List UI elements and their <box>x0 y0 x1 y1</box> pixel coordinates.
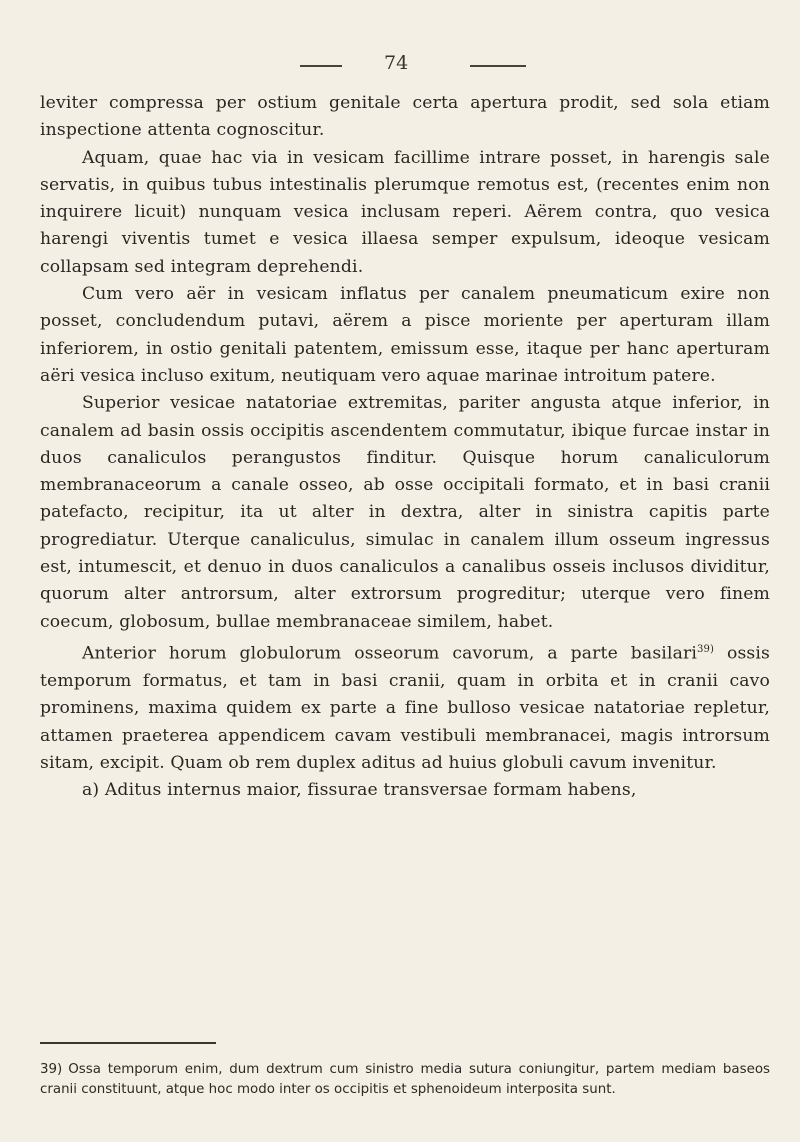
footnote-mark: 39) <box>40 1062 63 1077</box>
header-rule-right <box>470 65 526 67</box>
footnote <box>40 1060 770 1099</box>
paragraph-6: a) Aditus internus maior, fissurae transversae formam habens, <box>82 780 637 801</box>
paragraph-5-rest: ossis temporum formatus, et tam in basi cranii, quam in orbita et in cranii cavo prominens, maxima quidem ex parte a fine bulloso vesicae natatoriae repletur, attamen praeterea appendicem cavam vestibuli membranacei, magis introrsum sitam, excipit. Quam ob rem duplex aditus ad huius globuli cavum invenitur. <box>40 643 771 773</box>
page-number: 74 <box>384 52 409 74</box>
footnote-rule <box>40 1042 216 1044</box>
paragraph-2: Aquam, quae hac via in vesicam facillime intrare posset, in harengis sale servatis, in quibus tubus intestinalis plerumque remotus est, (recentes enim non inquirere licuit) nunquam vesica inclusam reperi. Aërem contra, quo vesica harengi viventis tumet e vesica illaesa semper expulsum, ideoque vesicam collapsam sed integram deprehendi. <box>40 147 770 277</box>
paragraph-4: Superior vesicae natatoriae extremitas, pariter angusta atque inferior, in canalem ad basin ossis occipitis ascendentem commutatur, ibique furcae instar in duos canaliculos perangustos finditur. Quisque horum canaliculorum membranaceorum a canale osseo, ab osse occipitali formato, et in basi cranii patefacto, recipitur, ita ut alter in dextra, alter in sinistra capitis parte progrediatur. Uterque canaliculus, simulac in canalem illum osseum ingressus est, intumescit, et denuo in duos canaliculos a canalibus osseis inclusos dividitur, quorum alter antrorsum, alter extrorsum progreditur; uterque vero finem coecum, globosum, bullae membranaceae similem, habet. <box>40 393 770 632</box>
body-text <box>40 90 770 804</box>
paragraph-1: leviter compressa per ostium genitale certa apertura prodit, sed sola etiam inspectione attenta cognoscitur. <box>40 93 770 141</box>
footnote-text: Ossa temporum enim, dum dextrum cum sinistro media sutura coniungitur, partem mediam baseos cranii constituunt, atque hoc modo inter os occipitis et sphenoideum interposita sunt. <box>40 1062 770 1097</box>
paragraph-3: Cum vero aër in vesicam inflatus per canalem pneumaticum exire non posset, concludendum putavi, aërem a pisce moriente per aperturam illam inferiorem, in ostio genitali patentem, emissum esse, itaque per hanc aperturam aëri vesica incluso exitum, neutiquam vero aquae marinae introitum patere. <box>40 284 770 386</box>
footnote-reference: 39) <box>697 643 715 655</box>
header-rule-left <box>300 65 342 67</box>
paragraph-5 <box>40 636 770 777</box>
page-header <box>0 52 800 76</box>
paragraph-5-start: Anterior horum globulorum osseorum cavorum, a parte basilari <box>82 643 698 664</box>
